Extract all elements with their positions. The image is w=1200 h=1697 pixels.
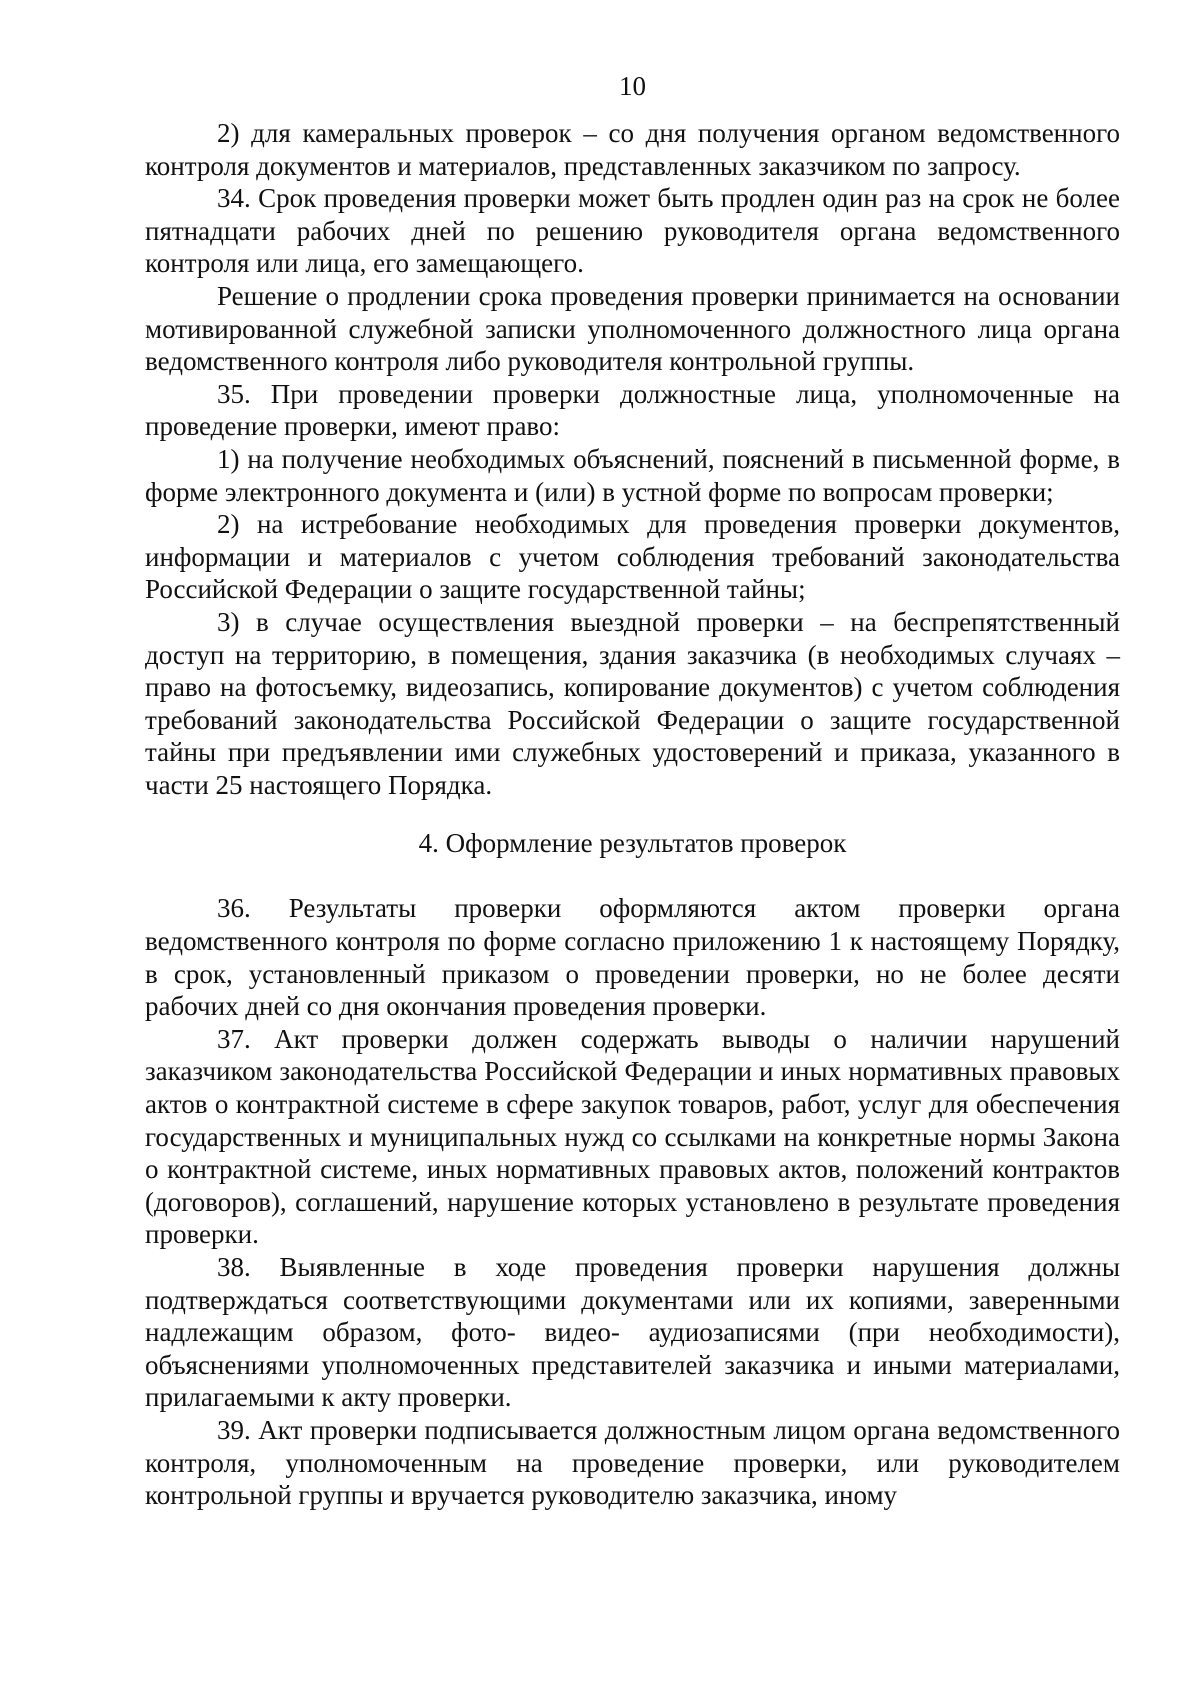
paragraph-39: 39. Акт проверки подписывается должностным лицом органа ведомственного контроля, уполномоченным на проведение проверки, или руководителем контрольной группы и вручается руководителю заказчика, иному <box>145 1414 1120 1511</box>
paragraph-35-item-2: 2) на истребование необходимых для проведения проверки документов, информации и материалов с учетом соблюдения требований законодательства Российской Федерации о защите государственной тайны; <box>145 509 1120 605</box>
paragraph-35-item-3: 3) в случае осуществления выездной проверки – на беспрепятственный доступ на территорию, в помещения, здания заказчика (в необходимых случаях – право на фотосъемку, видеозапись, копирование документов) с учетом соблюдения требований законодательства Российской Федерации о защите государственной тайны при предъявлении ими служебных удостоверений и приказа, указанного в части 25 настоящего Порядка. <box>145 606 1120 800</box>
paragraph-35: 35. При проведении проверки должностные лица, уполномоченные на проведение проверки, имеют право: <box>145 378 1120 442</box>
page-number: 10 <box>619 71 646 101</box>
document-page <box>145 70 1120 1512</box>
paragraph-38: 38. Выявленные в ходе проведения проверки нарушения должны подтверждаться соответствующими документами или их копиями, заверенными надлежащим образом, фото- видео- аудиозаписями (при необходимости), объяснениями уполномоченных представителей заказчика и иными материалами, прилагаемыми к акту проверки. <box>145 1252 1120 1413</box>
paragraph-37: 37. Акт проверки должен содержать выводы о наличии нарушений заказчиком законодательства Российской Федерации и иных нормативных правовых актов о контрактной системе в сфере закупок товаров, работ, услуг для обеспечения государственных и муниципальных нужд со ссылками на конкретные нормы Закона о контрактной системе, иных нормативных правовых актов, положений контрактов (договоров), соглашений, нарушение которых установлено в результате проведения проверки. <box>145 1023 1120 1250</box>
section-heading: 4. Оформление результатов проверок <box>418 828 847 859</box>
paragraph-36: 36. Результаты проверки оформляются актом проверки органа ведомственного контроля по форме согласно приложению 1 к настоящему Порядку, в срок, установленный приказом о проведении проверки, но не более десяти рабочих дней со дня окончания проведения проверки. <box>145 893 1120 1022</box>
paragraph-34: 34. Срок проведения проверки может быть продлен один раз на срок не более пятнадцати рабочих дней по решению руководителя органа ведомственного контроля или лица, его замещающего. <box>145 183 1120 279</box>
paragraph-item-2-desk-audit: 2) для камеральных проверок – со дня получения органом ведомственного контроля документов и материалов, представленных заказчиком по запросу. <box>145 118 1120 181</box>
paragraph-35-item-1: 1) на получение необходимых объяснений, пояснений в письменной форме, в форме электронного документа и (или) в устной форме по вопросам проверки; <box>145 443 1120 507</box>
paragraph-extension-decision: Решение о продлении срока проведения проверки принимается на основании мотивированной служебной записки уполномоченного должностного лица органа ведомственного контроля либо руководителя контрольной группы. <box>145 280 1120 377</box>
